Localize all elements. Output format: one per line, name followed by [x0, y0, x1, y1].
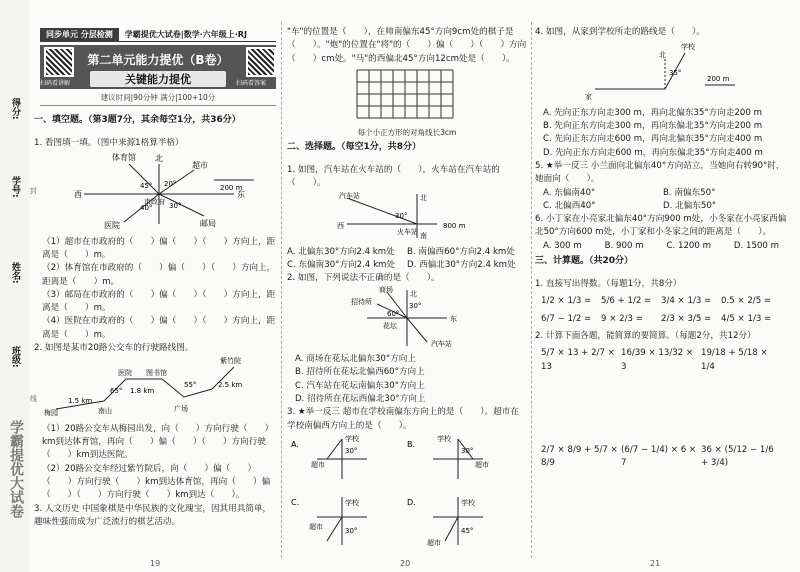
c2-q1-opt-a[interactable]: A. 北偏东30°方向2.4 km处 [287, 246, 395, 257]
calc2-row-2 [535, 444, 787, 471]
option-b-diagram[interactable] [407, 434, 489, 479]
c2-q2-opt-c[interactable]: C. 汽车站在花坛南偏东30°方向上 [295, 380, 425, 391]
map2-north: 北 [420, 194, 427, 203]
map2-west: 西 [337, 222, 344, 231]
c1-q2-line-1: （1）20路公交车从梅园出发，向（ ）方向行驶（ ）km到达体育馆，再向（ ）偏（ ）（ ）方向行驶（ ）km到达医院。 [42, 423, 274, 461]
route-library: 图书馆 [146, 369, 167, 378]
route-angle-1: 65° [110, 387, 123, 396]
c3-q6-options [535, 240, 787, 253]
c1-q1: 1. 看图填一填。（图中来源1格算半格） [34, 137, 184, 148]
column-divider [281, 22, 282, 558]
route-dist-1: 1.5 km [68, 397, 93, 406]
route-nanshan: 南山 [98, 407, 112, 416]
q4-school: 学校 [681, 43, 695, 52]
route-zizhuyuan: 紫竹院 [220, 357, 241, 366]
unit-title: 第二单元能力提优（B卷） [87, 53, 229, 67]
calc2-item: 19/18 + 5/18 × 1/4 [701, 348, 768, 372]
calc1-item: 1/2 × 1/3 = [541, 296, 592, 307]
c2-q1: 1. 如图，汽车站在火车站的（ ），火车站在汽车站的（ ）。 [287, 164, 500, 189]
route-angle-2: 55° [184, 381, 197, 390]
map2-south: 南 [420, 232, 427, 241]
c2-q1-opt-c[interactable]: C. 东偏南30°方向2.4 km处 [287, 260, 396, 271]
map1-sports: 体育馆 [112, 153, 136, 163]
c3-q6-opt-c[interactable]: C. 1200 m [666, 240, 711, 251]
c2-q1-opt-d[interactable]: D. 西偏北30°方向2.4 km处 [407, 260, 516, 271]
c1-q3: 3. 人文历史 中国象棋是中华民族的文化瑰宝，因其用具简单，趣味性强而成为广泛流行的棋艺活动。 [34, 503, 272, 527]
section-1-title: 一、填空题。（第3题7分，其余每空1分，共36分） [34, 115, 241, 125]
c3-calc2: 2. 计算下面各题，能简算的要简算。（每题2分，共12分） [535, 330, 756, 341]
seal-mark: 封 [30, 187, 37, 195]
c3-q4-opt-c[interactable]: C. 先向正东方向走600 m，再向北偏东35°方向走400 m [543, 134, 763, 145]
page-number-20: 20 [400, 559, 411, 568]
c2-q1-opt-b[interactable]: B. 南偏西60°方向2.4 km处 [407, 246, 515, 257]
map3-garden: 花坛 [383, 321, 397, 330]
header-series: 同步单元 分层检测 [40, 28, 119, 42]
map1-angle1: 45° [140, 182, 153, 191]
map1-north: 北 [155, 154, 163, 164]
c3-q5-opt-d[interactable]: D. 北偏东50° [663, 200, 717, 211]
calc2-row-1 [535, 347, 787, 374]
map3-hotel: 招待所 [351, 297, 372, 306]
garden-map [287, 286, 527, 348]
c2-q2-opt-d[interactable]: D. 招待所在花坛西偏北30°方向上 [295, 393, 426, 404]
qr-code-right [246, 47, 276, 77]
map1-angle3: 30° [169, 202, 182, 211]
c3-calc1: 1. 直接写出得数。（每题1分，共8分） [535, 279, 682, 289]
q4-angle: 35° [669, 69, 682, 78]
map-train-station: 火车站 [397, 228, 418, 237]
map-bus-station: 汽车站 [339, 192, 360, 201]
qr-code-left [44, 47, 74, 77]
q3-label-a: A. [291, 439, 299, 449]
q3-label-d: D. [407, 497, 416, 507]
column-1 [34, 112, 278, 529]
c3-q6-opt-d[interactable]: D. 1500 m [733, 240, 779, 251]
qr-right-caption: 扫码看答案 [236, 80, 267, 87]
unit-subtitle: 关键能力提优 [90, 71, 226, 87]
c2-q3: 3. ★举一反三 超市在学校南偏东方向上的是（ ）。超市在学校南偏西方向上的是（ ）。 [287, 407, 519, 431]
route-meiyuan: 梅园 [44, 409, 58, 418]
page-number-21: 21 [650, 559, 661, 568]
map1-scale: 200 m [220, 184, 243, 193]
q3d-market: 超市 [427, 538, 441, 547]
q4-home: 家 [585, 93, 592, 102]
c3-q5-opt-c[interactable]: C. 北偏西40° [543, 200, 596, 211]
map3-angle1: 30° [409, 301, 422, 310]
calc1-item: 3/4 × 1/3 = [661, 296, 712, 307]
q3c-angle: 30° [345, 526, 358, 535]
map3-bus: 汽车站 [431, 339, 452, 348]
q3-label-b: B. [407, 439, 416, 449]
c3-q5-opt-a[interactable]: A. 东偏南40° [543, 187, 596, 198]
map1-west: 西 [74, 190, 82, 200]
calc1-item: 9 × 2/3 = [601, 313, 643, 324]
vertical-logo: 学霸提优大试卷 [8, 420, 24, 518]
c1-q1-line-4: （4）医院在市政府的（ ）偏（ ）（ ）方向上，距离是（ ）m。 [42, 316, 276, 340]
q3a-school: 学校 [345, 434, 359, 443]
q3b-school: 学校 [437, 434, 451, 443]
c1-q1-line-3: （3）邮局在市政府的（ ）偏（ ）（ ）方向上，距离是（ ）m。 [42, 289, 276, 314]
c2-q1-options [287, 246, 527, 273]
qr-left-caption: 扫码看讲解 [40, 80, 71, 87]
q4-north: 北 [659, 51, 666, 60]
line-mark: 线 [30, 395, 37, 403]
bus-route-map [34, 355, 274, 417]
calc2-item: (6/7 − 1/4) × 6 × 7 [621, 444, 697, 469]
c3-q4-opt-b[interactable]: B. 先向正东方向走300 m，再向东偏北35°方向走200 m [543, 120, 763, 131]
c2-intro: "车"的位置是（ ），在帅南偏东45°方向9cm处的棋子是（ ）。"炮"的位置在"将"的（ ）偏（ ）（ ）方向（ ）cm处。"马"的西偏北45°方向12cm处是（ ）。 [287, 27, 527, 64]
section-3-title: 三、计算题。（共20分） [535, 256, 634, 267]
q3a-market: 超市 [311, 460, 325, 469]
direction-map-1 [34, 150, 274, 230]
header-bar [40, 28, 276, 42]
map1-east: 东 [237, 190, 245, 200]
class-label: 班级: [10, 346, 20, 368]
header-title: 学霸提优大试卷|数学·六年级上·RJ [119, 28, 276, 42]
page-number-19: 19 [150, 559, 161, 568]
score-label: 得分: [10, 98, 20, 120]
calc1-item: 4/5 × 1/3 = [721, 313, 772, 324]
c2-q2-opt-a[interactable]: A. 商场在花坛北偏东30°方向上 [295, 354, 416, 364]
c3-q6-opt-a[interactable]: A. 300 m [543, 240, 582, 251]
calc2-item: 36 × (5/12 − 1/6 + 3/4) [701, 444, 774, 469]
calc1-item: 2/3 × 3/5 = [661, 313, 712, 324]
q3a-angle: 30° [345, 446, 358, 455]
calc1-item: 5/6 + 1/2 = [601, 296, 652, 307]
section-2-title: 二、选择题。（每空1分，共8分） [287, 141, 422, 152]
c3-q5-opt-b[interactable]: B. 南偏东50° [663, 187, 716, 198]
q3d-angle: 45° [461, 526, 474, 535]
q3c-market: 超市 [309, 522, 323, 531]
chess-grid [357, 70, 453, 118]
c3-q5: 5. ★举一反三 小兰面向北偏东40°方向站立，当她向右转90°时，她面向（ ）。 [535, 160, 785, 185]
map3-angle2: 60° [387, 309, 400, 318]
map3-east: 东 [450, 314, 457, 323]
name-label: 姓名: [10, 262, 20, 284]
c1-q1-line-1: （1）超市在市政府的（ ）偏（ ）（ ）方向上，距离是（ ）m。 [42, 236, 276, 260]
c3-q5-options [535, 187, 787, 214]
student-id-label: 学号: [10, 176, 20, 198]
c2-q2-opt-b[interactable]: B. 招待所在花坛北偏西60°方向上 [295, 367, 425, 378]
c1-q2-line-2: （2）20路公交车经过紫竹院后，向（ ）偏（ ）（ ）方向行驶（ ）km到达体育馆，再向（ ）偏（ ）（ ）方向行驶（ ）km到达（ ）。 [42, 463, 271, 501]
calc1-row-2 [535, 313, 787, 326]
map1-post: 邮局 [200, 219, 216, 229]
q3d-school: 学校 [461, 498, 475, 507]
school-market-options [287, 433, 527, 553]
route-dist-3: 2.5 km [218, 381, 243, 390]
chess-caption: 每个小正方形的对角线长3cm [357, 128, 457, 138]
time-score-meta: 建议时间|90分钟 满分|100+10分 [40, 92, 276, 106]
calc1-item: 6/7 − 1/2 = [541, 313, 592, 324]
q3b-angle: 30° [461, 446, 474, 455]
map2-dist: 800 m [443, 222, 466, 231]
chess-board [287, 66, 527, 122]
option-a-diagram[interactable] [291, 434, 367, 479]
q3b-market: 超市 [475, 460, 489, 469]
home-school-map [535, 39, 785, 101]
q3c-school: 学校 [345, 498, 359, 507]
calc2-item: 2/7 × 8/9 + 5/7 × 8/9 [541, 444, 618, 469]
c2-q2: 2. 如图，下列说法不正确的是（ ）。 [287, 273, 440, 284]
map1-market: 超市 [192, 161, 208, 171]
option-d-diagram[interactable] [407, 497, 483, 547]
column-divider [531, 22, 532, 558]
calc2-item: 5/7 × 13 + 2/7 × 13 [541, 348, 615, 372]
calc1-item: 0.5 × 2/5 = [721, 296, 772, 307]
c1-q2: 2. 如图是某市20路公交车的行驶路线图。 [34, 343, 194, 354]
route-dist-2: 1.8 km [130, 387, 155, 396]
map3-north: 北 [410, 289, 417, 298]
c3-q4-opt-d[interactable]: D. 先向正东方向走600 m，再向东偏北35°方向走400 m [543, 147, 763, 158]
q3-label-c: C. [291, 497, 300, 507]
binding-sidebar [0, 0, 37, 572]
column-3 [535, 26, 787, 475]
c1-q1-line-2: （2）体育馆在市政府的（ ）偏（ ）（ ）方向上，距离是（ ）m。 [42, 263, 276, 287]
station-map [287, 190, 527, 240]
map2-angle: 30° [395, 212, 408, 221]
c3-q4: 4. 如图，从家到学校所走的路线是（ ）。 [535, 27, 705, 37]
c3-q4-opt-a[interactable]: A. 先向正东方向走300 m，再向北偏东35°方向走200 m [543, 107, 762, 118]
c3-q6-opt-b[interactable]: B. 900 m [604, 240, 644, 251]
route-hospital: 医院 [118, 369, 132, 378]
column-2 [287, 26, 527, 558]
map3-mall: 商场 [379, 285, 393, 294]
map1-angle4: 40° [140, 204, 153, 213]
q4-scale: 200 m [707, 75, 730, 84]
map1-hospital: 医院 [104, 221, 120, 231]
c3-q6: 6. 小丁家在小亮家北偏东40°方向900 m处，小冬家在小亮家西偏北50°方向600 m处，小丁家和小冬家之间的距离是（ ）。 [535, 214, 787, 238]
calc1-row-1 [535, 295, 787, 308]
route-square: 广场 [174, 405, 188, 414]
map1-gov: 市政府 [144, 198, 165, 207]
calc2-item: 16/39 × 13/32 × 3 [621, 348, 694, 372]
option-c-diagram[interactable] [291, 497, 367, 545]
map1-angle2: 20° [164, 180, 177, 189]
